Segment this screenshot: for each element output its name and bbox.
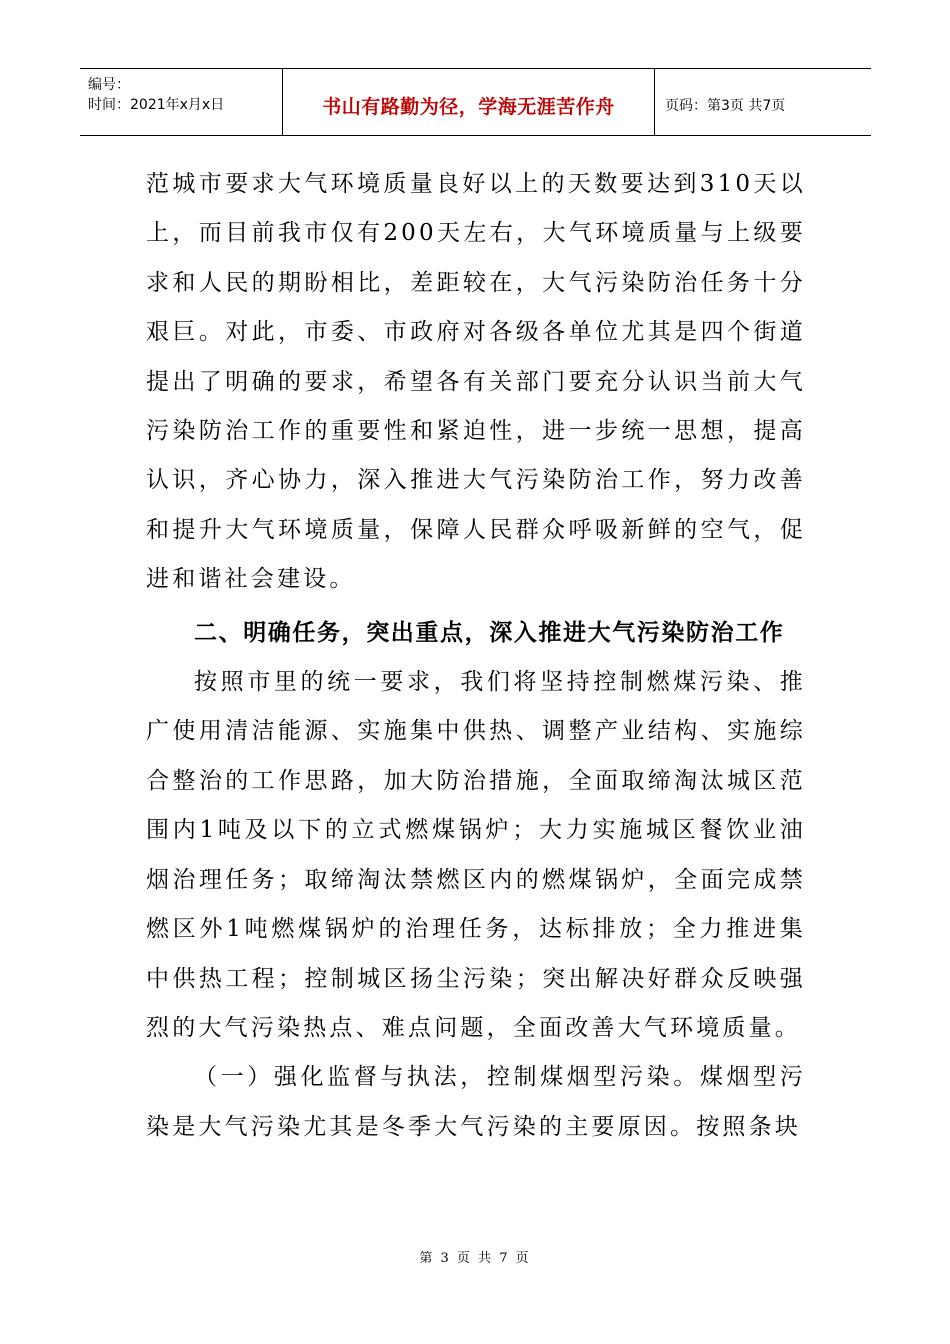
header-motto: 书山有路勤为径，学海无涯苦作舟 xyxy=(283,69,655,135)
header-page-info: 页码：第3页 共7页 xyxy=(665,98,786,114)
section-heading: 二、明确任务，突出重点，深入推进大气污染防治工作 xyxy=(194,619,785,646)
document-number-label: 编号： xyxy=(88,77,130,93)
document-header xyxy=(80,68,871,136)
document-body xyxy=(146,160,806,1152)
page-footer: 第 3 页 共 7 页 xyxy=(419,1251,531,1266)
header-meta xyxy=(80,69,283,135)
document-time-label: 时间：2021年x月x日 xyxy=(88,97,225,113)
body-paragraph: 按照市里的统一要求，我们将坚持控制燃煤污染、推广使用清洁能源、实施集中供热、调整产业结构、实施综合整治的工作思路，加大防治措施，全面取缔淘汰城区范围内1吨及以下的立式燃煤锅炉；大力实施城区餐饮业油烟治理任务；取缔淘汰禁燃区内的燃煤锅炉，全面完成禁燃区外1吨燃煤锅炉的治理任务，达标排放；全力推进集中供热工程；控制城区扬尘污染；突出解决好群众反映强烈的大气污染热点、难点问题，全面改善大气环境质量。 xyxy=(146,669,806,1041)
body-paragraph: 范城市要求大气环境质量良好以上的天数要达到310天以上，而目前我市仅有200天左右，大气环境质量与上级要求和人民的期盼相比，差距较在，大气污染防治任务十分艰巨。对此，市委、市政府对各级各单位尤其是四个街道提出了明确的要求，希望各有关部门要充分认识当前大气污染防治工作的重要性和紧迫性，进一步统一思想，提高认识，齐心协力，深入推进大气污染防治工作，努力改善和提升大气环境质量，保障人民群众呼吸新鲜的空气，促进和谐社会建设。 xyxy=(146,171,806,593)
body-paragraph: （一）强化监督与执法，控制煤烟型污染。煤烟型污染是大气污染尤其是冬季大气污染的主要原因。按照条块 xyxy=(146,1064,806,1140)
